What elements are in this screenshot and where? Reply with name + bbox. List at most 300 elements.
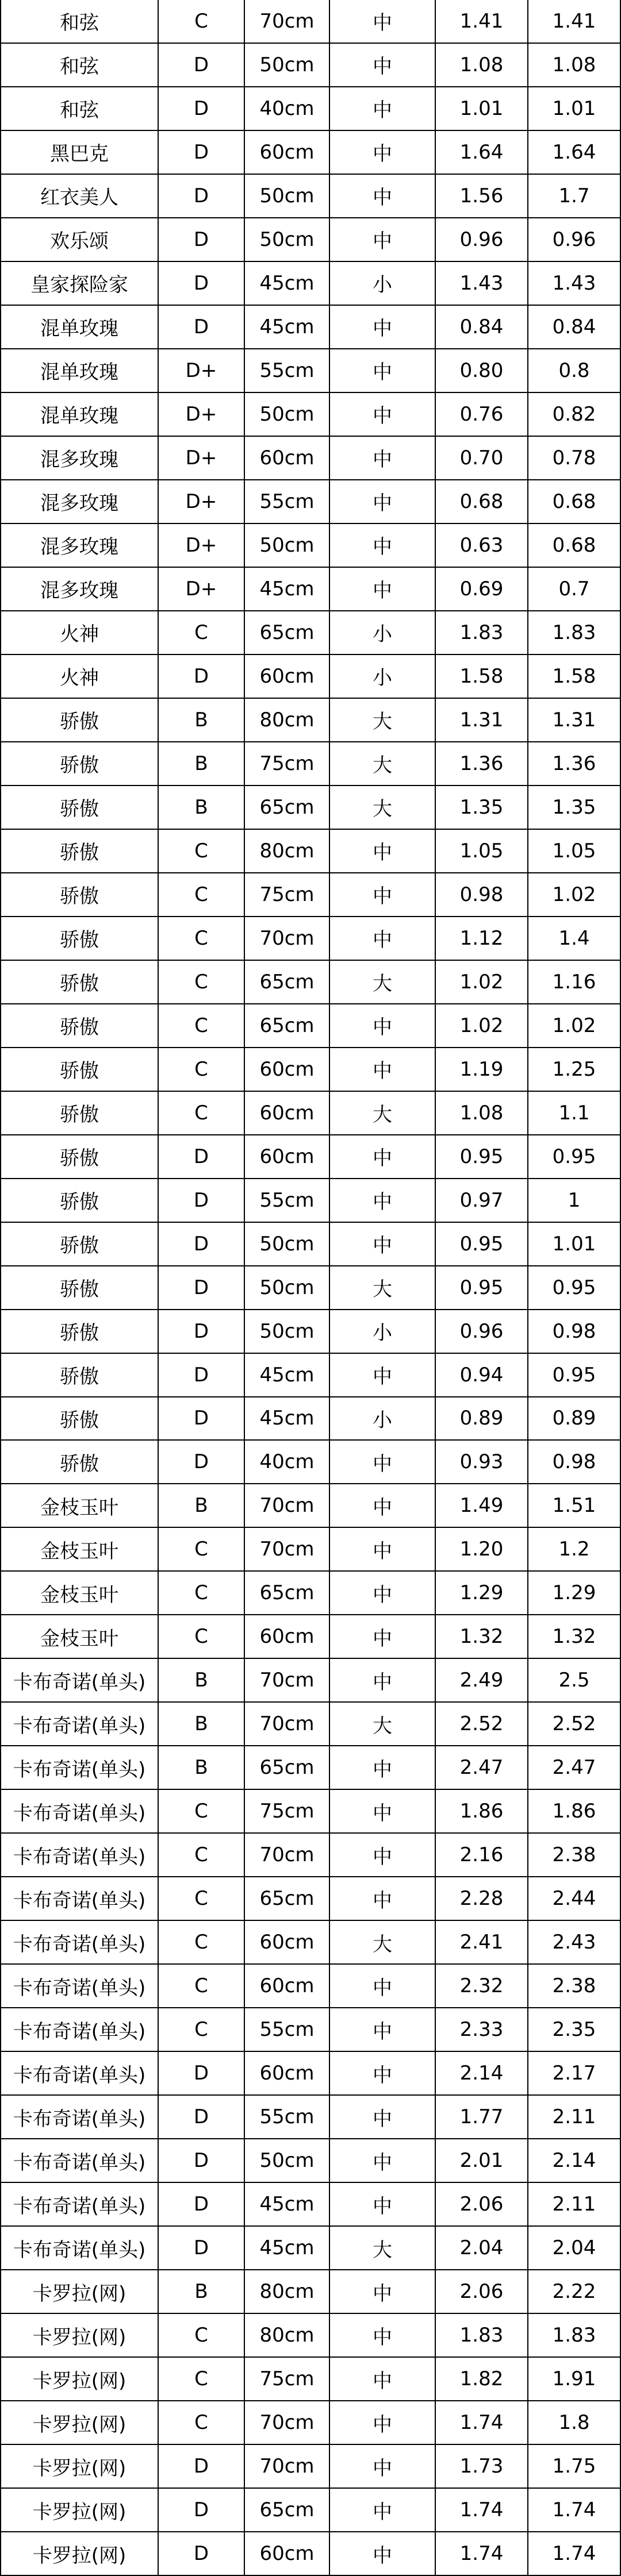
price-cell: 1.20 — [436, 1528, 528, 1570]
price-cell: 2.01 — [436, 2139, 528, 2182]
variety-cell: 骄傲 — [0, 1092, 159, 1134]
variety-cell: 骄傲 — [0, 1441, 159, 1483]
price-cell: 1.74 — [436, 2489, 528, 2531]
length-cell: 70cm — [245, 1703, 330, 1745]
price-cell: 1.74 — [436, 2532, 528, 2575]
grade-cell: C — [159, 1092, 245, 1134]
table-row — [0, 655, 621, 699]
size-cell: 中 — [330, 437, 436, 479]
variety-cell: 卡布奇诺(单头) — [0, 1703, 159, 1745]
max-price-cell: 1.51 — [528, 1484, 621, 1527]
max-price-cell: 0.68 — [528, 524, 621, 567]
size-cell: 中 — [330, 2489, 436, 2531]
price-cell: 1.82 — [436, 2358, 528, 2400]
price-cell: 1.02 — [436, 1004, 528, 1047]
price-cell: 0.76 — [436, 393, 528, 436]
table-row — [0, 2314, 621, 2358]
table-row — [0, 1659, 621, 1703]
length-cell: 75cm — [245, 873, 330, 916]
variety-cell: 骄傲 — [0, 786, 159, 829]
table-row — [0, 1310, 621, 1354]
max-price-cell: 1.2 — [528, 1528, 621, 1570]
max-price-cell: 1.8 — [528, 2401, 621, 2444]
variety-cell: 骄傲 — [0, 1310, 159, 1353]
grade-cell: D — [159, 262, 245, 305]
price-cell: 0.95 — [436, 1135, 528, 1178]
variety-cell: 和弦 — [0, 0, 159, 43]
max-price-cell: 1.74 — [528, 2489, 621, 2531]
table-row — [0, 1354, 621, 1397]
table-row — [0, 1048, 621, 1092]
variety-cell: 卡布奇诺(单头) — [0, 2139, 159, 2182]
table-row — [0, 611, 621, 655]
max-price-cell: 1.16 — [528, 961, 621, 1003]
size-cell: 中 — [330, 1615, 436, 1658]
price-cell: 1.83 — [436, 2314, 528, 2356]
size-cell: 中 — [330, 1790, 436, 1832]
size-cell: 小 — [330, 1310, 436, 1353]
variety-cell: 皇家探险家 — [0, 262, 159, 305]
price-cell: 1.01 — [436, 87, 528, 130]
length-cell: 70cm — [245, 1484, 330, 1527]
length-cell: 60cm — [245, 1615, 330, 1658]
table-row — [0, 0, 621, 44]
variety-cell: 卡布奇诺(单头) — [0, 2008, 159, 2051]
price-cell: 1.08 — [436, 44, 528, 86]
variety-cell: 卡罗拉(网) — [0, 2270, 159, 2313]
size-cell: 中 — [330, 2008, 436, 2051]
price-cell: 0.63 — [436, 524, 528, 567]
size-cell: 小 — [330, 655, 436, 698]
variety-cell: 和弦 — [0, 87, 159, 130]
price-cell: 1.86 — [436, 1790, 528, 1832]
grade-cell: C — [159, 2358, 245, 2400]
size-cell: 中 — [330, 2401, 436, 2444]
price-cell: 1.83 — [436, 611, 528, 654]
variety-cell: 骄傲 — [0, 1397, 159, 1440]
table-row — [0, 44, 621, 87]
size-cell: 大 — [330, 742, 436, 785]
price-cell: 1.08 — [436, 1092, 528, 1134]
variety-cell: 卡罗拉(网) — [0, 2445, 159, 2488]
table-row — [0, 1484, 621, 1528]
grade-cell: D — [159, 2489, 245, 2531]
table-row — [0, 961, 621, 1004]
max-price-cell: 2.43 — [528, 1921, 621, 1963]
grade-cell: C — [159, 1528, 245, 1570]
price-cell: 1.58 — [436, 655, 528, 698]
length-cell: 60cm — [245, 2052, 330, 2094]
price-cell: 2.04 — [436, 2227, 528, 2269]
size-cell: 中 — [330, 306, 436, 348]
price-cell: 0.96 — [436, 218, 528, 261]
price-cell: 1.31 — [436, 699, 528, 741]
grade-cell: D — [159, 306, 245, 348]
price-cell: 0.80 — [436, 349, 528, 392]
variety-cell: 骄傲 — [0, 1048, 159, 1091]
size-cell: 中 — [330, 1135, 436, 1178]
length-cell: 75cm — [245, 2358, 330, 2400]
grade-cell: B — [159, 2270, 245, 2313]
length-cell: 75cm — [245, 1790, 330, 1832]
table-row — [0, 1266, 621, 1310]
variety-cell: 卡罗拉(网) — [0, 2314, 159, 2356]
size-cell: 中 — [330, 218, 436, 261]
table-row — [0, 1877, 621, 1921]
price-cell: 2.47 — [436, 1746, 528, 1789]
grade-cell: B — [159, 1703, 245, 1745]
table-row — [0, 175, 621, 218]
size-cell: 中 — [330, 393, 436, 436]
variety-cell: 骄傲 — [0, 1223, 159, 1265]
table-row — [0, 568, 621, 611]
variety-cell: 骄傲 — [0, 917, 159, 960]
max-price-cell: 0.95 — [528, 1266, 621, 1309]
length-cell: 65cm — [245, 2489, 330, 2531]
size-cell: 中 — [330, 2270, 436, 2313]
length-cell: 70cm — [245, 0, 330, 43]
grade-cell: C — [159, 1004, 245, 1047]
size-cell: 中 — [330, 131, 436, 174]
variety-cell: 欢乐颂 — [0, 218, 159, 261]
price-cell: 2.06 — [436, 2270, 528, 2313]
length-cell: 50cm — [245, 1223, 330, 1265]
price-cell: 0.70 — [436, 437, 528, 479]
size-cell: 大 — [330, 1092, 436, 1134]
size-cell: 中 — [330, 2358, 436, 2400]
length-cell: 60cm — [245, 1135, 330, 1178]
price-cell: 0.95 — [436, 1223, 528, 1265]
grade-cell: D — [159, 1179, 245, 1222]
length-cell: 60cm — [245, 131, 330, 174]
price-cell: 2.41 — [436, 1921, 528, 1963]
length-cell: 55cm — [245, 2008, 330, 2051]
grade-cell: C — [159, 961, 245, 1003]
table-row — [0, 349, 621, 393]
grade-cell: C — [159, 1921, 245, 1963]
grade-cell: D+ — [159, 480, 245, 523]
grade-cell: C — [159, 1048, 245, 1091]
size-cell: 中 — [330, 175, 436, 217]
price-cell: 1.41 — [436, 0, 528, 43]
size-cell: 中 — [330, 2096, 436, 2138]
price-cell: 2.52 — [436, 1703, 528, 1745]
grade-cell: C — [159, 1572, 245, 1614]
length-cell: 70cm — [245, 2445, 330, 2488]
grade-cell: C — [159, 830, 245, 872]
max-price-cell: 2.11 — [528, 2183, 621, 2225]
length-cell: 65cm — [245, 1572, 330, 1614]
variety-cell: 混多玫瑰 — [0, 480, 159, 523]
size-cell: 中 — [330, 1834, 436, 1876]
max-price-cell: 1 — [528, 1179, 621, 1222]
max-price-cell: 1.1 — [528, 1092, 621, 1134]
table-row — [0, 2139, 621, 2183]
max-price-cell: 0.78 — [528, 437, 621, 479]
variety-cell: 卡布奇诺(单头) — [0, 1746, 159, 1789]
max-price-cell: 2.11 — [528, 2096, 621, 2138]
price-cell: 2.14 — [436, 2052, 528, 2094]
grade-cell: C — [159, 1834, 245, 1876]
variety-cell: 卡布奇诺(单头) — [0, 1921, 159, 1963]
table-row — [0, 2401, 621, 2445]
price-cell: 1.12 — [436, 917, 528, 960]
length-cell: 45cm — [245, 2183, 330, 2225]
variety-cell: 卡布奇诺(单头) — [0, 1834, 159, 1876]
variety-cell: 混多玫瑰 — [0, 568, 159, 610]
table-row — [0, 524, 621, 568]
price-cell: 1.49 — [436, 1484, 528, 1527]
table-row — [0, 786, 621, 830]
table-row — [0, 1703, 621, 1746]
table-row — [0, 1615, 621, 1659]
max-price-cell: 1.01 — [528, 87, 621, 130]
price-cell: 1.77 — [436, 2096, 528, 2138]
grade-cell: C — [159, 1615, 245, 1658]
grade-cell: C — [159, 0, 245, 43]
grade-cell: D+ — [159, 524, 245, 567]
grade-cell: B — [159, 786, 245, 829]
variety-cell: 骄傲 — [0, 830, 159, 872]
price-cell: 1.56 — [436, 175, 528, 217]
grade-cell: D — [159, 2532, 245, 2575]
price-cell: 2.49 — [436, 1659, 528, 1701]
max-price-cell: 1.58 — [528, 655, 621, 698]
max-price-cell: 0.84 — [528, 306, 621, 348]
size-cell: 中 — [330, 2314, 436, 2356]
table-row — [0, 699, 621, 742]
length-cell: 50cm — [245, 218, 330, 261]
price-cell: 1.29 — [436, 1572, 528, 1614]
length-cell: 55cm — [245, 480, 330, 523]
price-cell: 2.16 — [436, 1834, 528, 1876]
length-cell: 65cm — [245, 611, 330, 654]
max-price-cell: 1.74 — [528, 2532, 621, 2575]
size-cell: 大 — [330, 786, 436, 829]
max-price-cell: 2.47 — [528, 1746, 621, 1789]
max-price-cell: 1.43 — [528, 262, 621, 305]
price-cell: 1.32 — [436, 1615, 528, 1658]
max-price-cell: 1.36 — [528, 742, 621, 785]
max-price-cell: 2.52 — [528, 1703, 621, 1745]
max-price-cell: 1.83 — [528, 611, 621, 654]
grade-cell: D — [159, 1310, 245, 1353]
grade-cell: C — [159, 611, 245, 654]
table-row — [0, 437, 621, 480]
size-cell: 中 — [330, 524, 436, 567]
size-cell: 中 — [330, 2532, 436, 2575]
table-row — [0, 2489, 621, 2532]
table-row — [0, 306, 621, 349]
size-cell: 小 — [330, 611, 436, 654]
price-cell: 1.35 — [436, 786, 528, 829]
grade-cell: D — [159, 1397, 245, 1440]
variety-cell: 卡罗拉(网) — [0, 2401, 159, 2444]
length-cell: 50cm — [245, 2139, 330, 2182]
max-price-cell: 2.38 — [528, 1834, 621, 1876]
size-cell: 中 — [330, 1877, 436, 1920]
table-row — [0, 1790, 621, 1834]
table-row — [0, 1092, 621, 1135]
max-price-cell: 0.95 — [528, 1354, 621, 1396]
variety-cell: 红衣美人 — [0, 175, 159, 217]
grade-cell: C — [159, 873, 245, 916]
grade-cell: D — [159, 1135, 245, 1178]
variety-cell: 卡罗拉(网) — [0, 2489, 159, 2531]
grade-cell: D+ — [159, 568, 245, 610]
max-price-cell: 2.35 — [528, 2008, 621, 2051]
grade-cell: D — [159, 131, 245, 174]
length-cell: 50cm — [245, 44, 330, 86]
price-cell: 0.95 — [436, 1266, 528, 1309]
size-cell: 大 — [330, 1921, 436, 1963]
table-row — [0, 2532, 621, 2576]
length-cell: 70cm — [245, 1834, 330, 1876]
length-cell: 60cm — [245, 1921, 330, 1963]
variety-cell: 卡布奇诺(单头) — [0, 2096, 159, 2138]
table-row — [0, 480, 621, 524]
table-row — [0, 1397, 621, 1441]
table-row — [0, 1834, 621, 1877]
table-row — [0, 393, 621, 437]
length-cell: 60cm — [245, 2532, 330, 2575]
size-cell: 中 — [330, 917, 436, 960]
size-cell: 中 — [330, 1048, 436, 1091]
max-price-cell: 2.17 — [528, 2052, 621, 2094]
table-row — [0, 1965, 621, 2008]
length-cell: 75cm — [245, 742, 330, 785]
price-cell: 0.89 — [436, 1397, 528, 1440]
length-cell: 60cm — [245, 1048, 330, 1091]
size-cell: 中 — [330, 1004, 436, 1047]
variety-cell: 火神 — [0, 655, 159, 698]
variety-cell: 金枝玉叶 — [0, 1528, 159, 1570]
length-cell: 55cm — [245, 349, 330, 392]
max-price-cell: 1.75 — [528, 2445, 621, 2488]
grade-cell: D — [159, 44, 245, 86]
length-cell: 60cm — [245, 1092, 330, 1134]
variety-cell: 骄傲 — [0, 1354, 159, 1396]
price-cell: 1.43 — [436, 262, 528, 305]
variety-cell: 卡布奇诺(单头) — [0, 2183, 159, 2225]
max-price-cell: 1.01 — [528, 1223, 621, 1265]
max-price-cell: 0.89 — [528, 1397, 621, 1440]
variety-cell: 混单玫瑰 — [0, 306, 159, 348]
grade-cell: D — [159, 1266, 245, 1309]
size-cell: 中 — [330, 1659, 436, 1701]
grade-cell: D — [159, 2227, 245, 2269]
length-cell: 65cm — [245, 961, 330, 1003]
price-cell: 0.93 — [436, 1441, 528, 1483]
max-price-cell: 1.91 — [528, 2358, 621, 2400]
max-price-cell: 2.04 — [528, 2227, 621, 2269]
size-cell: 中 — [330, 2052, 436, 2094]
length-cell: 80cm — [245, 830, 330, 872]
variety-cell: 卡罗拉(网) — [0, 2532, 159, 2575]
table-row — [0, 1179, 621, 1223]
length-cell: 55cm — [245, 1179, 330, 1222]
size-cell: 小 — [330, 262, 436, 305]
table-row — [0, 131, 621, 175]
grade-cell: D+ — [159, 437, 245, 479]
grade-cell: D — [159, 1354, 245, 1396]
variety-cell: 混多玫瑰 — [0, 437, 159, 479]
variety-cell: 金枝玉叶 — [0, 1572, 159, 1614]
price-cell: 0.68 — [436, 480, 528, 523]
table-row — [0, 1528, 621, 1572]
length-cell: 80cm — [245, 2270, 330, 2313]
variety-cell: 卡布奇诺(单头) — [0, 2052, 159, 2094]
price-cell: 0.69 — [436, 568, 528, 610]
price-cell: 1.05 — [436, 830, 528, 872]
grade-cell: C — [159, 917, 245, 960]
size-cell: 中 — [330, 2139, 436, 2182]
grade-cell: C — [159, 2314, 245, 2356]
size-cell: 中 — [330, 873, 436, 916]
table-row — [0, 1572, 621, 1615]
table-row — [0, 917, 621, 961]
length-cell: 55cm — [245, 2096, 330, 2138]
length-cell: 45cm — [245, 262, 330, 305]
length-cell: 80cm — [245, 2314, 330, 2356]
table-row — [0, 1223, 621, 1266]
max-price-cell: 0.98 — [528, 1310, 621, 1353]
size-cell: 大 — [330, 2227, 436, 2269]
length-cell: 70cm — [245, 917, 330, 960]
size-cell: 小 — [330, 1397, 436, 1440]
table-row — [0, 873, 621, 917]
variety-cell: 混单玫瑰 — [0, 393, 159, 436]
table-row — [0, 218, 621, 262]
grade-cell: D — [159, 2445, 245, 2488]
grade-cell: D — [159, 2139, 245, 2182]
variety-cell: 混多玫瑰 — [0, 524, 159, 567]
table-row — [0, 2052, 621, 2096]
variety-cell: 骄傲 — [0, 1266, 159, 1309]
length-cell: 65cm — [245, 1746, 330, 1789]
variety-cell: 骄傲 — [0, 699, 159, 741]
max-price-cell: 2.5 — [528, 1659, 621, 1701]
variety-cell: 金枝玉叶 — [0, 1615, 159, 1658]
variety-cell: 黑巴克 — [0, 131, 159, 174]
table-row — [0, 262, 621, 306]
size-cell: 中 — [330, 568, 436, 610]
length-cell: 50cm — [245, 1310, 330, 1353]
max-price-cell: 0.68 — [528, 480, 621, 523]
table-row — [0, 2227, 621, 2270]
max-price-cell: 1.02 — [528, 1004, 621, 1047]
max-price-cell: 0.82 — [528, 393, 621, 436]
variety-cell: 骄傲 — [0, 873, 159, 916]
price-cell: 1.64 — [436, 131, 528, 174]
size-cell: 中 — [330, 1179, 436, 1222]
size-cell: 中 — [330, 830, 436, 872]
variety-cell: 火神 — [0, 611, 159, 654]
size-cell: 中 — [330, 1746, 436, 1789]
table-row — [0, 1746, 621, 1790]
variety-cell: 卡布奇诺(单头) — [0, 2227, 159, 2269]
length-cell: 50cm — [245, 393, 330, 436]
size-cell: 中 — [330, 1441, 436, 1483]
max-price-cell: 0.8 — [528, 349, 621, 392]
variety-cell: 骄傲 — [0, 1004, 159, 1047]
max-price-cell: 1.29 — [528, 1572, 621, 1614]
size-cell: 中 — [330, 2445, 436, 2488]
price-cell: 0.94 — [436, 1354, 528, 1396]
max-price-cell: 1.83 — [528, 2314, 621, 2356]
size-cell: 中 — [330, 349, 436, 392]
variety-cell: 和弦 — [0, 44, 159, 86]
